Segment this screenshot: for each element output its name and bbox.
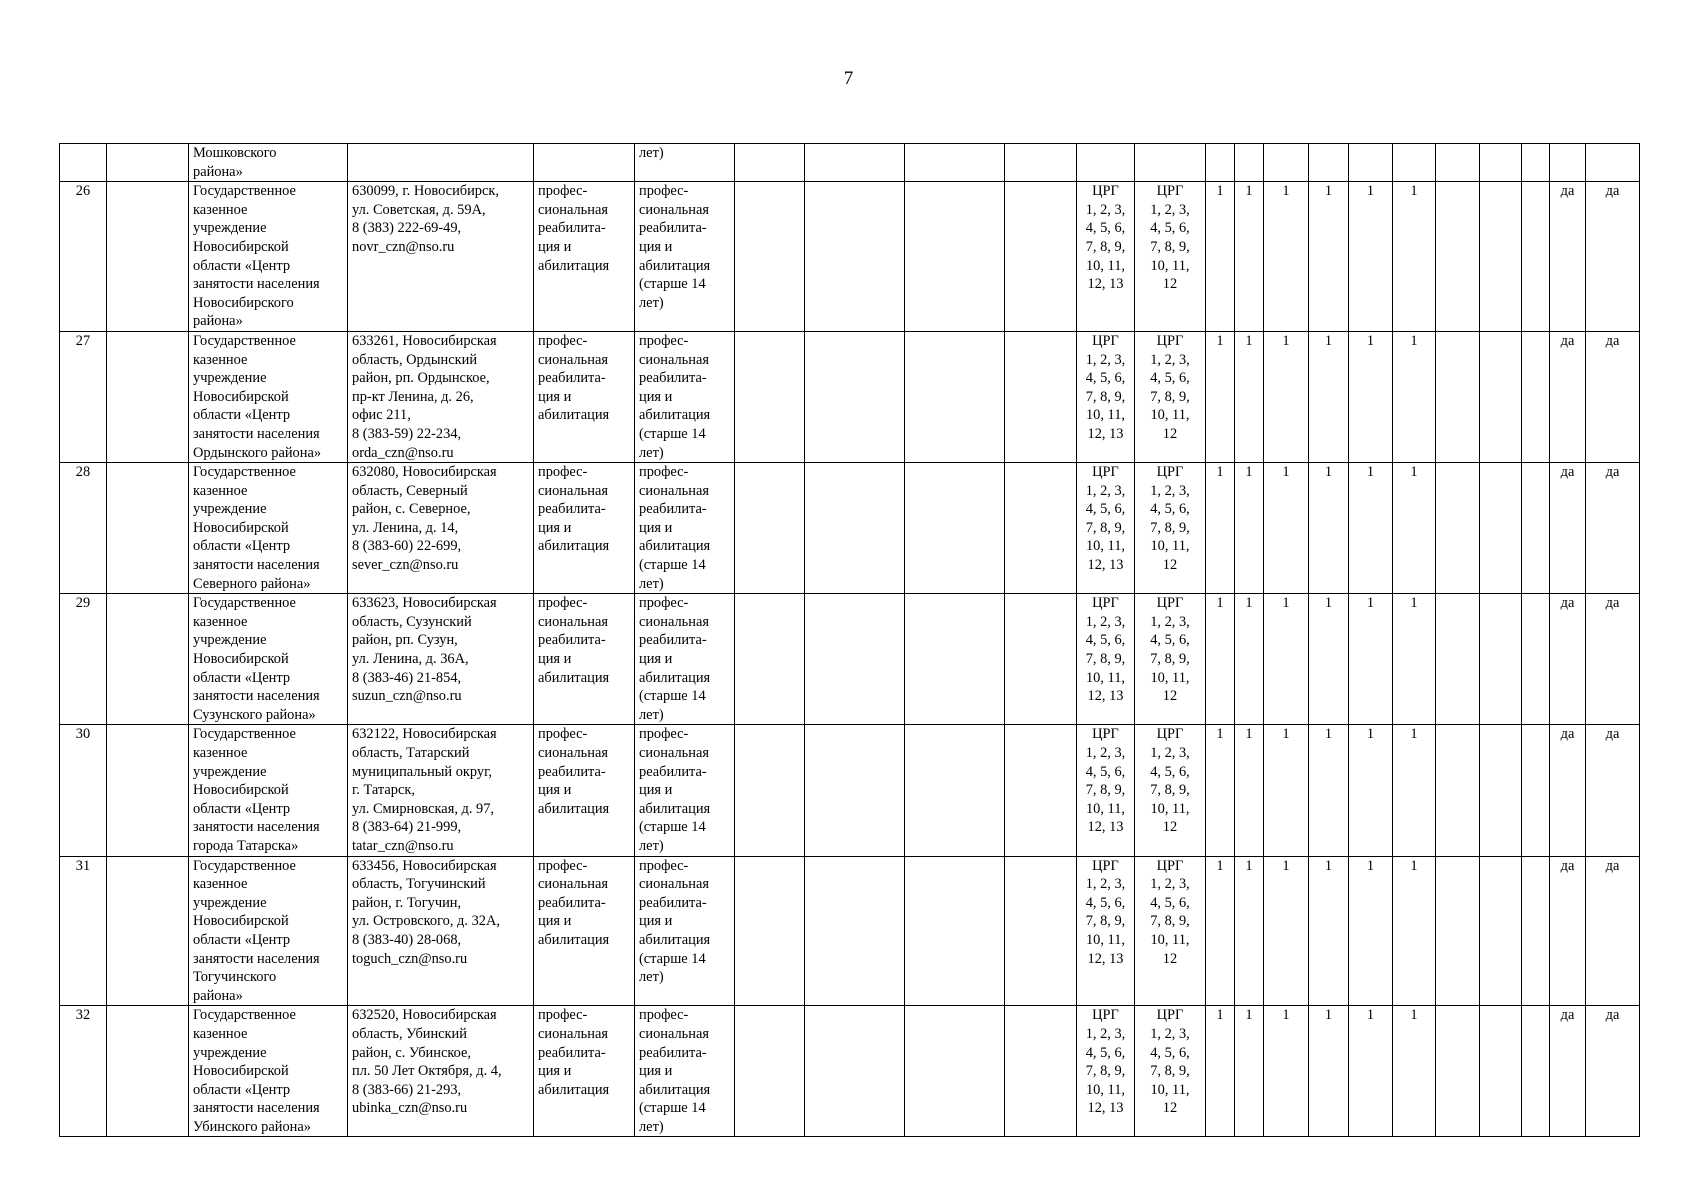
cell-count: 1 <box>1309 1006 1349 1137</box>
table-row-continued <box>60 144 1640 182</box>
cell-service-age: профес- сиональная реабилита- ция и абилитация (старше 14 лет) <box>635 856 735 1006</box>
cell-count: 1 <box>1349 1006 1393 1137</box>
cell-service-age: профес- сиональная реабилита- ция и абилитация (старше 14 лет) <box>635 1006 735 1137</box>
cell-group-b: ЦРГ 1, 2, 3, 4, 5, 6, 7, 8, 9, 10, 11, 12 <box>1135 856 1206 1006</box>
cell-group-b: ЦРГ 1, 2, 3, 4, 5, 6, 7, 8, 9, 10, 11, 12 <box>1135 463 1206 594</box>
cell-blank <box>107 1006 189 1137</box>
cell-count: 1 <box>1309 594 1349 725</box>
cell-count: 1 <box>1235 856 1264 1006</box>
cell-flag-b: да <box>1586 594 1640 725</box>
cell-count: 1 <box>1349 463 1393 594</box>
cell-number: 27 <box>60 331 107 462</box>
cell-blank <box>107 331 189 462</box>
cell-count: 1 <box>1393 463 1436 594</box>
cell-service-general: профес- сиональная реабилита- ция и абилитация <box>534 1006 635 1137</box>
table-row <box>60 331 1640 462</box>
cell-flag-b <box>1586 144 1640 182</box>
cell-flag-a: да <box>1550 463 1586 594</box>
cell-service-age: профес- сиональная реабилита- ция и абилитация (старше 14 лет) <box>635 463 735 594</box>
cell-count: 1 <box>1206 594 1235 725</box>
cell-number: 32 <box>60 1006 107 1137</box>
cell-service-general: профес- сиональная реабилита- ция и абилитация <box>534 463 635 594</box>
cell-service-age: профес- сиональная реабилита- ция и абилитация (старше 14 лет) <box>635 331 735 462</box>
cell-group-a: ЦРГ 1, 2, 3, 4, 5, 6, 7, 8, 9, 10, 11, 12, 13 <box>1077 594 1135 725</box>
cell-service-age: профес- сиональная реабилита- ция и абилитация (старше 14 лет) <box>635 594 735 725</box>
cell-count: 1 <box>1349 856 1393 1006</box>
cell-count: 1 <box>1393 1006 1436 1137</box>
cell-count: 1 <box>1393 725 1436 856</box>
cell-count: 1 <box>1264 1006 1309 1137</box>
cell-service-age: профес- сиональная реабилита- ция и абилитация (старше 14 лет) <box>635 725 735 856</box>
cell-group-a: ЦРГ 1, 2, 3, 4, 5, 6, 7, 8, 9, 10, 11, 12, 13 <box>1077 182 1135 332</box>
cell-blank <box>107 856 189 1006</box>
table-row <box>60 463 1640 594</box>
cell-count: 1 <box>1393 856 1436 1006</box>
cell-address <box>348 144 534 182</box>
cell-group-b: ЦРГ 1, 2, 3, 4, 5, 6, 7, 8, 9, 10, 11, 12 <box>1135 182 1206 332</box>
cell-count: 1 <box>1206 331 1235 462</box>
cell-org-name: Мошковского района» <box>189 144 348 182</box>
organizations-table <box>59 143 1640 1137</box>
cell-group-a <box>1077 144 1135 182</box>
cell-count: 1 <box>1349 182 1393 332</box>
cell-blank <box>107 182 189 332</box>
cell-service-general: профес- сиональная реабилита- ция и абилитация <box>534 331 635 462</box>
cell-count: 1 <box>1235 182 1264 332</box>
cell-flag-b: да <box>1586 182 1640 332</box>
cell-group-a: ЦРГ 1, 2, 3, 4, 5, 6, 7, 8, 9, 10, 11, 12, 13 <box>1077 725 1135 856</box>
cell-service-general: профес- сиональная реабилита- ция и абилитация <box>534 856 635 1006</box>
cell-service-general: профес- сиональная реабилита- ция и абилитация <box>534 725 635 856</box>
cell-count: 1 <box>1393 182 1436 332</box>
cell-count: 1 <box>1264 463 1309 594</box>
cell-service-general <box>534 144 635 182</box>
cell-number: 29 <box>60 594 107 725</box>
cell-address: 632122, Новосибирская область, Татарский муниципальный округ, г. Татарск, ул. Смирновская, д. 97, 8 (383-64) 21-999, tatar_czn@nso.ru <box>348 725 534 856</box>
cell-org-name: Государственное казенное учреждение Новосибирской области «Центр занятости населения Ордынского района» <box>189 331 348 462</box>
cell-org-name: Государственное казенное учреждение Новосибирской области «Центр занятости населения города Татарска» <box>189 725 348 856</box>
cell-flag-a: да <box>1550 182 1586 332</box>
cell-number: 30 <box>60 725 107 856</box>
cell-address: 633456, Новосибирская область, Тогучинский район, г. Тогучин, ул. Островского, д. 32А, 8 (383-40) 28-068, toguch_czn@nso.ru <box>348 856 534 1006</box>
cell-number: 28 <box>60 463 107 594</box>
cell-count: 1 <box>1393 594 1436 725</box>
cell-address: 633623, Новосибирская область, Сузунский район, рп. Сузун, ул. Ленина, д. 36А, 8 (383-46) 21-854, suzun_czn@nso.ru <box>348 594 534 725</box>
cell-number: 31 <box>60 856 107 1006</box>
page-number: 7 <box>843 68 854 89</box>
cell-service-general: профес- сиональная реабилита- ция и абилитация <box>534 594 635 725</box>
cell-group-b: ЦРГ 1, 2, 3, 4, 5, 6, 7, 8, 9, 10, 11, 12 <box>1135 331 1206 462</box>
cell-count: 1 <box>1235 594 1264 725</box>
cell-group-a: ЦРГ 1, 2, 3, 4, 5, 6, 7, 8, 9, 10, 11, 12, 13 <box>1077 463 1135 594</box>
cell-org-name: Государственное казенное учреждение Новосибирской области «Центр занятости населения Новосибирского района» <box>189 182 348 332</box>
cell-flag-b: да <box>1586 463 1640 594</box>
cell-group-b <box>1135 144 1206 182</box>
cell-count: 1 <box>1206 856 1235 1006</box>
table-row <box>60 725 1640 856</box>
cell-number <box>60 144 107 182</box>
cell-address: 633261, Новосибирская область, Ордынский район, рп. Ордынское, пр-кт Ленина, д. 26, офис 211, 8 (383-59) 22-234, orda_czn@nso.ru <box>348 331 534 462</box>
cell-count: 1 <box>1264 331 1309 462</box>
cell-group-b: ЦРГ 1, 2, 3, 4, 5, 6, 7, 8, 9, 10, 11, 12 <box>1135 1006 1206 1137</box>
cell-address: 632080, Новосибирская область, Северный район, с. Северное, ул. Ленина, д. 14, 8 (383-60) 22-699, sever_czn@nso.ru <box>348 463 534 594</box>
cell-blank <box>107 594 189 725</box>
cell-number: 26 <box>60 182 107 332</box>
cell-count: 1 <box>1309 182 1349 332</box>
cell-count: 1 <box>1264 182 1309 332</box>
cell-count: 1 <box>1393 331 1436 462</box>
cell-count: 1 <box>1349 331 1393 462</box>
cell-flag-a: да <box>1550 725 1586 856</box>
cell-count: 1 <box>1206 182 1235 332</box>
cell-group-a: ЦРГ 1, 2, 3, 4, 5, 6, 7, 8, 9, 10, 11, 12, 13 <box>1077 331 1135 462</box>
cell-blank <box>107 144 189 182</box>
cell-org-name: Государственное казенное учреждение Новосибирской области «Центр занятости населения Сузунского района» <box>189 594 348 725</box>
cell-flag-a: да <box>1550 594 1586 725</box>
cell-flag-b: да <box>1586 1006 1640 1137</box>
cell-flag-a: да <box>1550 856 1586 1006</box>
cell-flag-a: да <box>1550 1006 1586 1137</box>
cell-count: 1 <box>1235 331 1264 462</box>
cell-service-general: профес- сиональная реабилита- ция и абилитация <box>534 182 635 332</box>
table-row <box>60 182 1640 332</box>
cell-flag-a: да <box>1550 331 1586 462</box>
cell-group-a: ЦРГ 1, 2, 3, 4, 5, 6, 7, 8, 9, 10, 11, 12, 13 <box>1077 856 1135 1006</box>
cell-count: 1 <box>1206 1006 1235 1137</box>
cell-org-name: Государственное казенное учреждение Новосибирской области «Центр занятости населения Убинского района» <box>189 1006 348 1137</box>
cell-org-name: Государственное казенное учреждение Новосибирской области «Центр занятости населения Северного района» <box>189 463 348 594</box>
cell-service-age: профес- сиональная реабилита- ция и абилитация (старше 14 лет) <box>635 182 735 332</box>
cell-count: 1 <box>1309 331 1349 462</box>
cell-count: 1 <box>1206 463 1235 594</box>
cell-flag-a <box>1550 144 1586 182</box>
cell-count: 1 <box>1235 1006 1264 1137</box>
cell-group-a: ЦРГ 1, 2, 3, 4, 5, 6, 7, 8, 9, 10, 11, 12, 13 <box>1077 1006 1135 1137</box>
cell-flag-b: да <box>1586 856 1640 1006</box>
cell-count: 1 <box>1264 594 1309 725</box>
cell-org-name: Государственное казенное учреждение Новосибирской области «Центр занятости населения Тогучинского района» <box>189 856 348 1006</box>
cell-count: 1 <box>1349 725 1393 856</box>
cell-count: 1 <box>1206 725 1235 856</box>
cell-count: 1 <box>1309 856 1349 1006</box>
cell-group-b: ЦРГ 1, 2, 3, 4, 5, 6, 7, 8, 9, 10, 11, 12 <box>1135 725 1206 856</box>
table-row <box>60 856 1640 1006</box>
cell-flag-b: да <box>1586 725 1640 856</box>
cell-address: 632520, Новосибирская область, Убинский район, с. Убинское, пл. 50 Лет Октября, д. 4, 8 (383-66) 21-293, ubinka_czn@nso.ru <box>348 1006 534 1137</box>
cell-count: 1 <box>1309 725 1349 856</box>
cell-group-b: ЦРГ 1, 2, 3, 4, 5, 6, 7, 8, 9, 10, 11, 12 <box>1135 594 1206 725</box>
cell-blank <box>107 463 189 594</box>
table-row <box>60 594 1640 725</box>
cell-count: 1 <box>1264 856 1309 1006</box>
cell-flag-b: да <box>1586 331 1640 462</box>
cell-count: 1 <box>1235 463 1264 594</box>
cell-service-age: лет) <box>635 144 735 182</box>
cell-count: 1 <box>1235 725 1264 856</box>
cell-count: 1 <box>1309 463 1349 594</box>
cell-address: 630099, г. Новосибирск, ул. Советская, д. 59А, 8 (383) 222-69-49, novr_czn@nso.ru <box>348 182 534 332</box>
table-row <box>60 1006 1640 1137</box>
cell-count: 1 <box>1264 725 1309 856</box>
cell-blank <box>107 725 189 856</box>
cell-count: 1 <box>1349 594 1393 725</box>
table-body <box>60 182 1640 1137</box>
